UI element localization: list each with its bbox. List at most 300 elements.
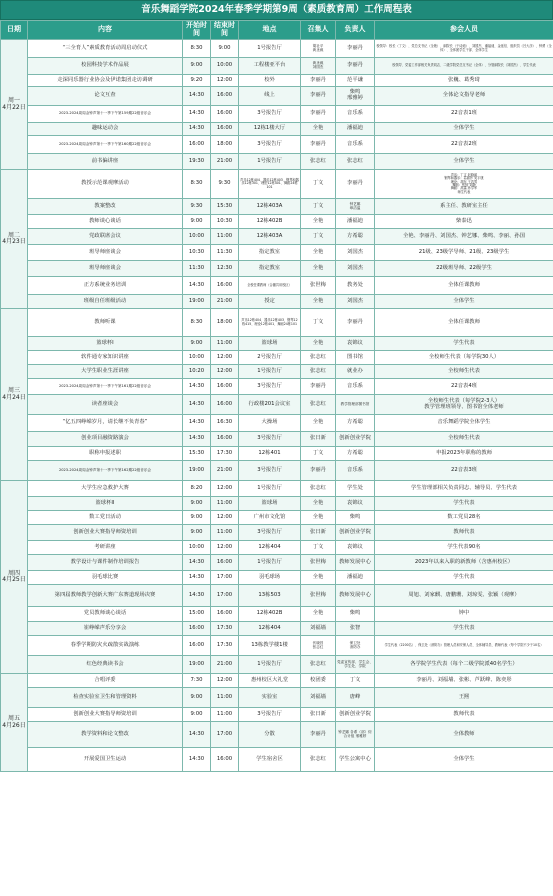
header-content: 内容 bbox=[28, 21, 183, 40]
end-time-cell: 15:30 bbox=[211, 199, 239, 215]
end-time-cell: 16:00 bbox=[211, 748, 239, 772]
attendees-cell: 全体教师 bbox=[375, 722, 553, 748]
owner-cell: 教师发展中心 bbox=[336, 585, 375, 607]
start-time-cell: 9:00 bbox=[183, 688, 211, 708]
content-cell: 走深同乐器行业协会及伊诺集团走访调研 bbox=[28, 75, 183, 87]
end-time-cell: 11:00 bbox=[211, 688, 239, 708]
convener-cell: 全艳 bbox=[301, 337, 336, 351]
end-time-cell: 11:00 bbox=[211, 497, 239, 511]
location-cell: 大操场 bbox=[239, 415, 301, 432]
owner-cell: 音乐系 bbox=[336, 106, 375, 123]
schedule-row bbox=[1, 511, 553, 525]
convener-cell: 全艳 bbox=[301, 245, 336, 261]
start-time-cell: 9:30 bbox=[183, 199, 211, 215]
end-time-cell: 9:00 bbox=[211, 40, 239, 58]
attendees-cell: 张巍、葛秀琦 bbox=[375, 75, 553, 87]
convener-cell: 全艳 bbox=[301, 607, 336, 622]
start-time-cell: 15:00 bbox=[183, 607, 211, 622]
schedule-row bbox=[1, 87, 553, 106]
owner-cell: 柴鸣 bbox=[336, 607, 375, 622]
content-cell: 班级自任班级活动 bbox=[28, 295, 183, 309]
owner-cell: 丁文 bbox=[336, 674, 375, 688]
end-time-cell: 11:00 bbox=[211, 525, 239, 541]
location-cell: 篮球场 bbox=[239, 497, 301, 511]
convener-cell: 丁文 bbox=[301, 229, 336, 245]
start-time-cell: 14:30 bbox=[183, 722, 211, 748]
location-cell: 12栋404 bbox=[239, 622, 301, 636]
location-cell: 12栋403A bbox=[239, 199, 301, 215]
convener-cell: 张志红 bbox=[301, 395, 336, 415]
owner-cell: 钟艺娜 各系（部）综合计组 邢雅婷 bbox=[336, 722, 375, 748]
start-time-cell: 14:30 bbox=[183, 585, 211, 607]
attendees-cell: 学生管理部相关负责同志、辅导员、学生代表 bbox=[375, 481, 553, 497]
end-time-cell: 12:00 bbox=[211, 674, 239, 688]
owner-cell: 教学管理部图书馆 bbox=[336, 395, 375, 415]
convener-cell: 全艳 bbox=[301, 511, 336, 525]
schedule-row bbox=[1, 688, 553, 708]
owner-cell: 就业办 bbox=[336, 365, 375, 379]
owner-cell: 柴鸣 bbox=[336, 511, 375, 525]
location-cell: 线上 bbox=[239, 87, 301, 106]
convener-cell: 李丽丹 bbox=[301, 722, 336, 748]
end-time-cell: 17:30 bbox=[211, 636, 239, 656]
start-time-cell: 10:00 bbox=[183, 229, 211, 245]
location-cell: 行政楼201会议室 bbox=[239, 395, 301, 415]
day-date-cell: 周三 4月24日 bbox=[1, 309, 28, 481]
content-cell: 检查实验室卫生和管理资料 bbox=[28, 688, 183, 708]
end-time-cell: 21:00 bbox=[211, 154, 239, 170]
start-time-cell: 14:30 bbox=[183, 87, 211, 106]
schedule-row bbox=[1, 674, 553, 688]
convener-cell: 丁文 bbox=[301, 309, 336, 337]
attendees-cell: 全体学生 bbox=[375, 154, 553, 170]
content-cell: 党员教师谈心谈话 bbox=[28, 607, 183, 622]
attendees-cell: 22音表4班 bbox=[375, 379, 553, 395]
schedule-row bbox=[1, 722, 553, 748]
convener-cell: 全艳 bbox=[301, 215, 336, 229]
owner-cell: 方希聪 bbox=[336, 415, 375, 432]
convener-cell: 李丽丹 bbox=[301, 75, 336, 87]
header-start-time: 开始时间 bbox=[183, 21, 211, 40]
attendees-cell: 全体任课教师 bbox=[375, 277, 553, 295]
end-time-cell: 11:00 bbox=[211, 229, 239, 245]
end-time-cell: 16:00 bbox=[211, 395, 239, 415]
owner-cell: 教师发展中心 bbox=[336, 555, 375, 571]
start-time-cell: 16:00 bbox=[183, 636, 211, 656]
schedule-row bbox=[1, 708, 553, 722]
attendees-cell: 申报2023年职称的教师 bbox=[375, 447, 553, 461]
schedule-row bbox=[1, 748, 553, 772]
start-time-cell: 15:30 bbox=[183, 447, 211, 461]
content-cell: 羽毛球比赛 bbox=[28, 571, 183, 585]
end-time-cell: 12:00 bbox=[211, 365, 239, 379]
attendees-cell: 21级、23级学导师、21级、23级学生 bbox=[375, 245, 553, 261]
attendees-cell: 校领导：校长（丁文）、党总支书记（全艳）、副院长（于诗迪）、刘国杰、潘福迪、金延信、组织员（吕大彦）、钟勇（全体）、全体团学生干部、全体学生 bbox=[375, 40, 553, 58]
convener-cell: 校团委 bbox=[301, 674, 336, 688]
content-cell: 班导师座谈会 bbox=[28, 245, 183, 261]
attendees-cell: 22音表2班 bbox=[375, 136, 553, 154]
end-time-cell: 9:30 bbox=[211, 170, 239, 199]
attendees-cell: 全校师生代表（每学院2-3人） 教学管理班领导、图书馆全体老师 bbox=[375, 395, 553, 415]
start-time-cell: 14:30 bbox=[183, 379, 211, 395]
content-cell: 创业项目融资路演会 bbox=[28, 432, 183, 447]
attendees-cell: 全体任课教师 bbox=[375, 309, 553, 337]
location-cell: 工程楼亚平台 bbox=[239, 58, 301, 75]
schedule-row bbox=[1, 123, 553, 136]
location-cell: 声乐12栋404、器乐12栋403、钢琴和器乐12栋301、理论12栋401、舞蹈24栋101 bbox=[239, 170, 301, 199]
location-cell: 12栋1楼大厅 bbox=[239, 123, 301, 136]
schedule-row bbox=[1, 58, 553, 75]
convener-cell: 丁文 bbox=[301, 447, 336, 461]
location-cell: 3号报告厅 bbox=[239, 461, 301, 481]
location-cell: 3号报告厅 bbox=[239, 525, 301, 541]
convener-cell: 丁文 bbox=[301, 199, 336, 215]
attendees-cell: 音乐舞蹈学院全体学生 bbox=[375, 415, 553, 432]
end-time-cell: 11:00 bbox=[211, 708, 239, 722]
content-cell: 2023-2024周周金钟声第十一季下午第160期22级音乐会 bbox=[28, 136, 183, 154]
end-time-cell: 16:00 bbox=[211, 106, 239, 123]
schedule-row bbox=[1, 447, 553, 461]
end-time-cell: 11:00 bbox=[211, 337, 239, 351]
location-cell: 1号报告厅 bbox=[239, 656, 301, 674]
location-cell: 指定教室 bbox=[239, 261, 301, 277]
content-cell: 校园科技学术作品展 bbox=[28, 58, 183, 75]
owner-cell: 学生处 bbox=[336, 481, 375, 497]
end-time-cell: 21:00 bbox=[211, 295, 239, 309]
content-cell: 教师听课 bbox=[28, 309, 183, 337]
content-cell: 篮球杯I bbox=[28, 337, 183, 351]
attendees-cell: 学生代表90名 bbox=[375, 541, 553, 555]
day-date-cell: 周二 4月23日 bbox=[1, 170, 28, 309]
end-time-cell: 18:00 bbox=[211, 136, 239, 154]
content-cell: 职称申报述职 bbox=[28, 447, 183, 461]
end-time-cell: 12:00 bbox=[211, 481, 239, 497]
location-cell: 12栋404 bbox=[239, 541, 301, 555]
content-cell: 2023-2024周周金钟声第十一季下午第159期22级音乐会 bbox=[28, 106, 183, 123]
end-time-cell: 11:30 bbox=[211, 245, 239, 261]
convener-cell: 全艳 bbox=[301, 497, 336, 511]
start-time-cell: 9:00 bbox=[183, 58, 211, 75]
attendees-cell: 全体学生 bbox=[375, 295, 553, 309]
attendees-cell: 周旭、刘家麒、唐鹏珊、刘琼雯、张颖（观摩） bbox=[375, 585, 553, 607]
content-cell: 春季学期防灾火疏散实战演练 bbox=[28, 636, 183, 656]
schedule-row bbox=[1, 106, 553, 123]
schedule-row bbox=[1, 337, 553, 351]
location-cell: 3号报告厅 bbox=[239, 432, 301, 447]
owner-cell: 袁锦议 bbox=[336, 337, 375, 351]
content-cell: 创新创业大赛指导师资培训 bbox=[28, 525, 183, 541]
attendees-cell: 全校师生代表 bbox=[375, 365, 553, 379]
owner-cell: 潘福迪 bbox=[336, 123, 375, 136]
content-cell: 数工党日活动 bbox=[28, 511, 183, 525]
owner-cell: 柴鸣 邢雅婷 bbox=[336, 87, 375, 106]
attendees-cell: 各学院学生代表（每个二级学院派40名学生） bbox=[375, 656, 553, 674]
start-time-cell: 9:00 bbox=[183, 497, 211, 511]
schedule-row bbox=[1, 379, 553, 395]
owner-cell: 刘国杰 bbox=[336, 295, 375, 309]
convener-cell: 黄圣威 刘国杰 bbox=[301, 58, 336, 75]
location-cell: 1号报告厅 bbox=[239, 40, 301, 58]
owner-cell: 张志红 bbox=[336, 154, 375, 170]
location-cell: 指定教室 bbox=[239, 245, 301, 261]
location-cell: 羽毛球场 bbox=[239, 571, 301, 585]
content-cell: 大学生应急救护大赛 bbox=[28, 481, 183, 497]
convener-cell: 张日新 bbox=[301, 708, 336, 722]
end-time-cell: 16:00 bbox=[211, 277, 239, 295]
content-cell: 大学生职业生涯讲座 bbox=[28, 365, 183, 379]
content-cell: 开展爱国卫生运动 bbox=[28, 748, 183, 772]
owner-cell: 潘福迪 bbox=[336, 215, 375, 229]
schedule-row bbox=[1, 585, 553, 607]
day-date-cell: 周四 4月25日 bbox=[1, 481, 28, 674]
content-cell: 教案整改 bbox=[28, 199, 183, 215]
location-cell: 全校任课教师（合播共用校区） bbox=[239, 277, 301, 295]
convener-cell: 全艳 bbox=[301, 261, 336, 277]
convener-cell: 张志红 bbox=[301, 481, 336, 497]
convener-cell: 李丽丹 bbox=[301, 379, 336, 395]
content-cell: 崔峥嵘声乐分享会 bbox=[28, 622, 183, 636]
start-time-cell: 19:30 bbox=[183, 154, 211, 170]
location-cell: 3号报告厅 bbox=[239, 708, 301, 722]
location-cell: 1号报告厅 bbox=[239, 481, 301, 497]
attendees-cell: 系主任、教研室主任 bbox=[375, 199, 553, 215]
owner-cell: 音乐系 bbox=[336, 136, 375, 154]
content-cell: “三全育人”素质教育活动周启动仪式 bbox=[28, 40, 183, 58]
attendees-cell: 柴泰迅 bbox=[375, 215, 553, 229]
owner-cell: 创新创业学院 bbox=[336, 525, 375, 541]
start-time-cell: 14:30 bbox=[183, 123, 211, 136]
end-time-cell: 17:00 bbox=[211, 571, 239, 585]
start-time-cell: 14:30 bbox=[183, 277, 211, 295]
end-time-cell: 17:30 bbox=[211, 622, 239, 636]
end-time-cell: 18:00 bbox=[211, 309, 239, 337]
schedule-row bbox=[1, 656, 553, 674]
end-time-cell: 16:00 bbox=[211, 123, 239, 136]
end-time-cell: 16:30 bbox=[211, 415, 239, 432]
schedule-row bbox=[1, 571, 553, 585]
schedule-row bbox=[1, 40, 553, 58]
owner-cell: 张智 bbox=[336, 622, 375, 636]
end-time-cell: 21:00 bbox=[211, 656, 239, 674]
content-cell: 教师谈心谈话 bbox=[28, 215, 183, 229]
start-time-cell: 14:30 bbox=[183, 432, 211, 447]
location-cell: 校外 bbox=[239, 75, 301, 87]
attendees-cell: 全校师生代表 bbox=[375, 432, 553, 447]
attendees-cell: 全体学生 bbox=[375, 748, 553, 772]
schedule-row bbox=[1, 525, 553, 541]
owner-cell: 刘国杰 bbox=[336, 245, 375, 261]
end-time-cell: 10:30 bbox=[211, 215, 239, 229]
schedule-row bbox=[1, 415, 553, 432]
content-cell: 趣味运动会 bbox=[28, 123, 183, 136]
attendees-cell: 全艳、李丽丹、刘国杰、钟艺娜、柴鸣、李丽、孙国 bbox=[375, 229, 553, 245]
schedule-row bbox=[1, 636, 553, 656]
attendees-cell: 全体论文指导老师 bbox=[375, 87, 553, 106]
content-cell: 篮球杯II bbox=[28, 497, 183, 511]
owner-cell: 音乐系 bbox=[336, 461, 375, 481]
start-time-cell: 10:20 bbox=[183, 365, 211, 379]
convener-cell: 丁文 bbox=[301, 541, 336, 555]
start-time-cell: 11:30 bbox=[183, 261, 211, 277]
start-time-cell: 19:00 bbox=[183, 295, 211, 309]
attendees-cell: 王熙 bbox=[375, 688, 553, 708]
convener-cell: 张志红 bbox=[301, 351, 336, 365]
start-time-cell: 14:30 bbox=[183, 555, 211, 571]
schedule-row bbox=[1, 154, 553, 170]
end-time-cell: 12:30 bbox=[211, 261, 239, 277]
convener-cell: 刘福墙 bbox=[301, 688, 336, 708]
convener-cell: 全艳 bbox=[301, 415, 336, 432]
schedule-row bbox=[1, 432, 553, 447]
attendees-cell: 学生代表 bbox=[375, 622, 553, 636]
start-time-cell: 9:00 bbox=[183, 708, 211, 722]
location-cell: 12栋402B bbox=[239, 607, 301, 622]
start-time-cell: 7:30 bbox=[183, 674, 211, 688]
owner-cell: 李丽丹 bbox=[336, 309, 375, 337]
owner-cell: 钟艺娜 章洁溢 bbox=[336, 199, 375, 215]
owner-cell: 图书馆 bbox=[336, 351, 375, 365]
location-cell: 12栋402B bbox=[239, 215, 301, 229]
end-time-cell: 21:00 bbox=[211, 461, 239, 481]
location-cell: 3号报告厅 bbox=[239, 379, 301, 395]
start-time-cell: 14:30 bbox=[183, 748, 211, 772]
start-time-cell: 16:00 bbox=[183, 136, 211, 154]
attendees-cell: 钟中 bbox=[375, 607, 553, 622]
location-cell: 13栋503 bbox=[239, 585, 301, 607]
location-cell: 实验室 bbox=[239, 688, 301, 708]
header-convener: 召集人 bbox=[301, 21, 336, 40]
start-time-cell: 9:00 bbox=[183, 215, 211, 229]
schedule-row bbox=[1, 607, 553, 622]
attendees-cell: 全体学生 bbox=[375, 123, 553, 136]
schedule-row bbox=[1, 481, 553, 497]
end-time-cell: 17:00 bbox=[211, 722, 239, 748]
schedule-row bbox=[1, 622, 553, 636]
owner-cell: 教务处 bbox=[336, 277, 375, 295]
location-cell: 篮球场 bbox=[239, 337, 301, 351]
convener-cell: 张世梅 bbox=[301, 585, 336, 607]
location-cell: 12栋401 bbox=[239, 447, 301, 461]
convener-cell: 张志红 bbox=[301, 154, 336, 170]
page-title: 音乐舞蹈学院2024年春季学期第9周（素质教育周）工作周程表 bbox=[0, 0, 553, 20]
owner-cell: 李丽丹 bbox=[336, 40, 375, 58]
convener-cell: 丁文 bbox=[301, 170, 336, 199]
schedule-row bbox=[1, 136, 553, 154]
location-cell: 学生宿舍区 bbox=[239, 748, 301, 772]
end-time-cell: 16:00 bbox=[211, 432, 239, 447]
location-cell: 1号报告厅 bbox=[239, 154, 301, 170]
start-time-cell: 14:30 bbox=[183, 415, 211, 432]
schedule-row bbox=[1, 351, 553, 365]
schedule-row bbox=[1, 245, 553, 261]
owner-cell: 党委宣传部、学生会、学生处、学院 bbox=[336, 656, 375, 674]
content-cell: 软件通专家知识讲座 bbox=[28, 351, 183, 365]
schedule-table bbox=[0, 20, 553, 772]
location-cell: 广州市文化馆 bbox=[239, 511, 301, 525]
content-cell: “亿五四峥嵘岁月，请长继不负青春” bbox=[28, 415, 183, 432]
owner-cell: 学生公寓中心 bbox=[336, 748, 375, 772]
start-time-cell: 19:00 bbox=[183, 656, 211, 674]
attendees-cell: 22音表3班 bbox=[375, 461, 553, 481]
convener-cell: 刘福墙 bbox=[301, 622, 336, 636]
attendees-cell: 声乐：丁文 赵晓丽 钢琴和器乐：葛丽莎 吴宇康 理论：胡东 王若男 舞蹈：张韧 刘静 舞蹈：高露 孙学军 师生代表 bbox=[375, 170, 553, 199]
end-time-cell: 12:00 bbox=[211, 511, 239, 525]
convener-cell: 全艳 bbox=[301, 295, 336, 309]
end-time-cell: 17:30 bbox=[211, 447, 239, 461]
location-cell: 1号报告厅 bbox=[239, 365, 301, 379]
schedule-row bbox=[1, 277, 553, 295]
attendees-cell: 校领导、党委工作部相关负责同志、二级学院党总支书记（全体）、分管副院长（刘国杰）、学生代表 bbox=[375, 58, 553, 75]
location-cell: 13栋教学楼1楼 bbox=[239, 636, 301, 656]
location-cell: 12栋403A bbox=[239, 229, 301, 245]
content-cell: 论文互查 bbox=[28, 87, 183, 106]
end-time-cell: 16:00 bbox=[211, 555, 239, 571]
convener-cell: 李丽丹 bbox=[301, 87, 336, 106]
schedule-row bbox=[1, 309, 553, 337]
end-time-cell: 16:00 bbox=[211, 607, 239, 622]
owner-cell: 保卫处 消防办 bbox=[336, 636, 375, 656]
start-time-cell: 8:30 bbox=[183, 170, 211, 199]
location-cell: 声乐12栋404、器乐12栋403、钢琴12栋415、理论12栋401、舞蹈24栋101 bbox=[239, 309, 301, 337]
attendees-cell: 学生代表（2200名）、保卫处（消防办）管理人员和安保人员、全体辅导员、教师代表（每个学院不少于10名） bbox=[375, 636, 553, 656]
day-date-cell: 周一 4月22日 bbox=[1, 40, 28, 170]
start-time-cell: 10:00 bbox=[183, 351, 211, 365]
attendees-cell: 教师代表 bbox=[375, 708, 553, 722]
header-location: 地点 bbox=[239, 21, 301, 40]
location-cell: 授定 bbox=[239, 295, 301, 309]
owner-cell: 方希聪 bbox=[336, 447, 375, 461]
schedule-row bbox=[1, 75, 553, 87]
owner-cell: 李丽丹 bbox=[336, 58, 375, 75]
content-cell: 教授示范课观摩活动 bbox=[28, 170, 183, 199]
attendees-cell: 学生代表 bbox=[375, 571, 553, 585]
end-time-cell: 16:00 bbox=[211, 87, 239, 106]
schedule-row bbox=[1, 365, 553, 379]
content-cell: 班导师座谈会 bbox=[28, 261, 183, 277]
start-time-cell: 9:00 bbox=[183, 525, 211, 541]
header-row bbox=[1, 21, 553, 40]
start-time-cell: 10:00 bbox=[183, 541, 211, 555]
convener-cell: 张志红 bbox=[301, 748, 336, 772]
start-time-cell: 8:30 bbox=[183, 309, 211, 337]
convener-cell: 李丽丹 bbox=[301, 136, 336, 154]
schedule-row bbox=[1, 541, 553, 555]
attendees-cell: 李丽丹、刘福墙、张彬、芦跃峰、陈奕彤 bbox=[375, 674, 553, 688]
attendees-cell: 数工党员28名 bbox=[375, 511, 553, 525]
header-end-time: 结束时间 bbox=[211, 21, 239, 40]
location-cell: 惠州校区大礼堂 bbox=[239, 674, 301, 688]
owner-cell: 唐峰 bbox=[336, 688, 375, 708]
schedule-row bbox=[1, 461, 553, 481]
content-cell: 2023-2024周周金钟声第十一季下午第162期22级音乐会 bbox=[28, 461, 183, 481]
content-cell: 党政联席会议 bbox=[28, 229, 183, 245]
location-cell: 3号报告厅 bbox=[239, 136, 301, 154]
convener-cell: 张日新 bbox=[301, 432, 336, 447]
header-attendees: 参会人员 bbox=[375, 21, 553, 40]
end-time-cell: 12:00 bbox=[211, 75, 239, 87]
location-cell: 1号报告厅 bbox=[239, 555, 301, 571]
convener-cell: 张世梅 bbox=[301, 277, 336, 295]
convener-cell: 胡社平 黄圣威 bbox=[301, 40, 336, 58]
attendees-cell: 学生代表 bbox=[375, 337, 553, 351]
content-cell: 创新创业大赛指导师资培训 bbox=[28, 708, 183, 722]
content-cell: 正方系统业务培训 bbox=[28, 277, 183, 295]
attendees-cell: 2023年以来入职的新教师（含惠州校区） bbox=[375, 555, 553, 571]
header-owner: 负责人 bbox=[336, 21, 375, 40]
owner-cell: 方希聪 bbox=[336, 229, 375, 245]
day-date-cell: 周五 4月26日 bbox=[1, 674, 28, 772]
convener-cell: 张志红 bbox=[301, 365, 336, 379]
